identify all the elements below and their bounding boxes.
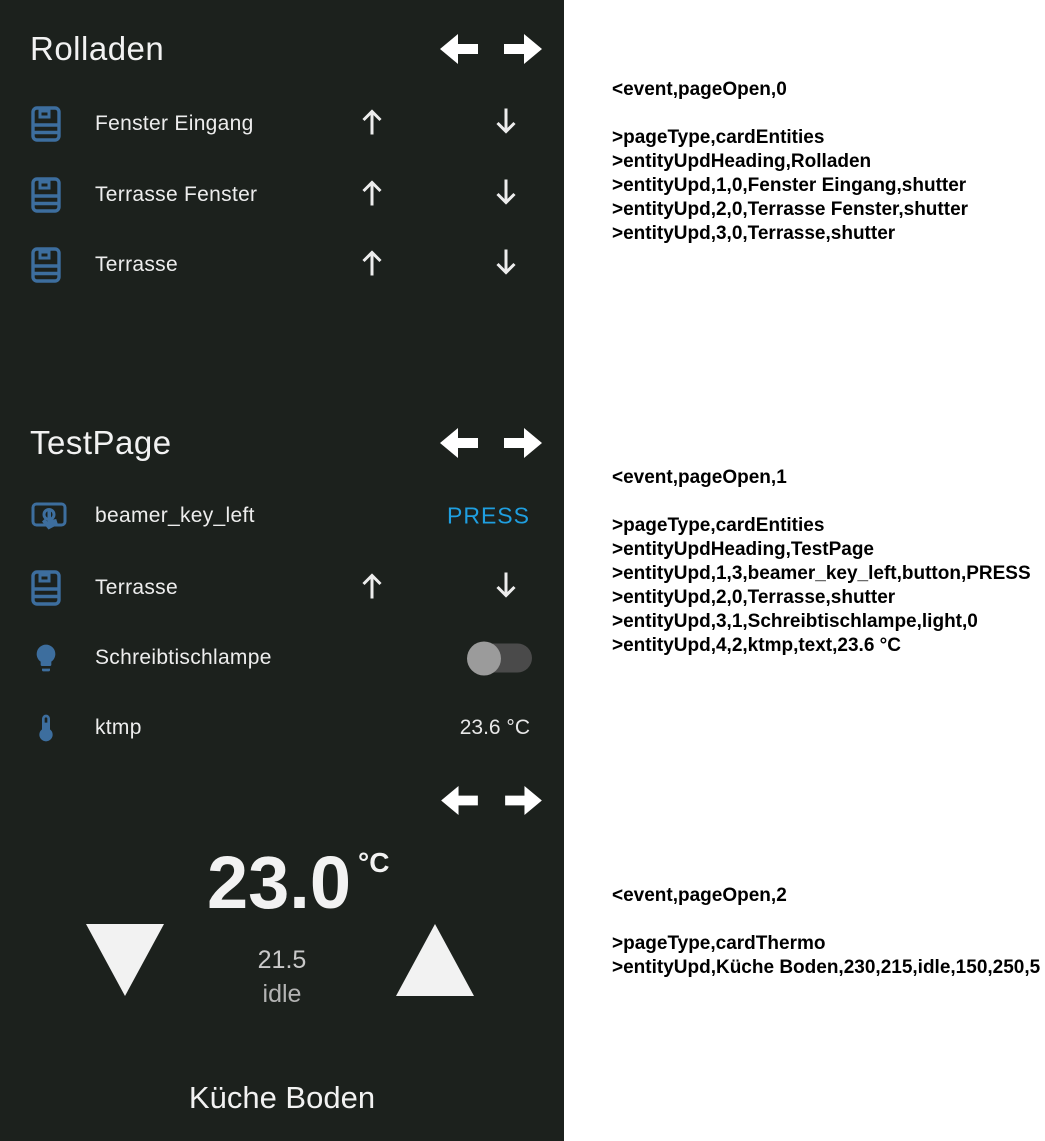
entity-row — [30, 567, 534, 609]
light-toggle[interactable] — [469, 644, 532, 673]
window-shutter-icon — [30, 105, 70, 143]
shutter-down-button[interactable] — [493, 246, 519, 285]
log-gap — [612, 490, 1031, 514]
nav-prev-button[interactable] — [440, 34, 478, 64]
thermometer-icon — [30, 711, 70, 745]
shutter-up-button[interactable] — [359, 105, 385, 144]
log-line: <event,pageOpen,0 — [612, 79, 787, 100]
temp-unit: °C — [358, 847, 390, 878]
target-temperature: 21.5 — [257, 946, 307, 974]
shutter-up-button[interactable] — [359, 246, 385, 285]
hvac-state: idle — [262, 980, 302, 1008]
log-line: >entityUpd,3,1,Schreibtischlampe,light,0 — [612, 611, 978, 632]
arrow-right-icon — [504, 428, 542, 458]
page-title: TestPage — [30, 424, 172, 461]
shutter-up-button[interactable] — [359, 569, 385, 608]
log-line: <event,pageOpen,2 — [612, 885, 787, 906]
log-line: >entityUpd,4,2,ktmp,text,23.6 °C — [612, 635, 901, 656]
log-gap — [612, 102, 968, 126]
log-line: >pageType,cardThermo — [612, 933, 826, 954]
shutter-up-button[interactable] — [359, 176, 385, 215]
log-line: >entityUpdHeading,TestPage — [612, 539, 875, 560]
entity-row — [30, 174, 534, 216]
nav-next-button[interactable] — [504, 428, 542, 458]
entity-row — [30, 495, 534, 537]
press-button[interactable]: PRESS — [447, 502, 530, 529]
entity-label: Terrasse Fenster — [95, 183, 258, 206]
entity-label: Schreibtischlampe — [95, 646, 272, 669]
log-block-page1 — [612, 466, 1031, 658]
window-shutter-icon — [30, 569, 70, 607]
current-temperature — [207, 841, 390, 924]
window-shutter-icon — [30, 176, 70, 214]
entity-label: Terrasse — [95, 576, 178, 599]
arrow-right-icon — [504, 34, 542, 64]
nav-prev-button[interactable] — [440, 428, 478, 458]
nav-next-button[interactable] — [504, 34, 542, 64]
log-line: >pageType,cardEntities — [612, 127, 825, 148]
shutter-down-button[interactable] — [493, 105, 519, 144]
arrow-left-icon — [440, 428, 478, 458]
shutter-down-button[interactable] — [493, 176, 519, 215]
toggle-knob — [467, 641, 501, 675]
log-line: >entityUpd,3,0,Terrasse,shutter — [612, 223, 896, 244]
nav-next-button[interactable] — [505, 786, 543, 816]
gesture-tap-button-icon — [30, 500, 70, 532]
entity-row — [30, 244, 534, 286]
window-shutter-icon — [30, 246, 70, 284]
log-line: >entityUpd,Küche Boden,230,215,idle,150,250,5 — [612, 957, 1041, 978]
log-line: >entityUpd,2,0,Terrasse Fenster,shutter — [612, 199, 969, 220]
log-gap — [612, 908, 1040, 932]
log-line: >pageType,cardEntities — [612, 515, 825, 536]
log-line: >entityUpd,2,0,Terrasse,shutter — [612, 587, 896, 608]
entity-row — [30, 707, 534, 749]
temperature-value: 23.6 °C — [459, 716, 530, 739]
page-title: Rolladen — [30, 30, 165, 67]
log-line: >entityUpd,1,3,beamer_key_left,button,PRESS — [612, 563, 1031, 584]
entity-row — [30, 637, 534, 679]
entity-label: Terrasse — [95, 253, 178, 276]
log-block-page2 — [612, 884, 1040, 980]
entity-label: Fenster Eingang — [95, 112, 254, 135]
lightbulb-icon — [30, 641, 70, 675]
log-line: <event,pageOpen,1 — [612, 467, 787, 488]
arrow-left-icon — [440, 34, 478, 64]
entity-label: ktmp — [95, 716, 142, 739]
thermostat-title: Küche Boden — [188, 1080, 376, 1115]
log-block-page0 — [612, 78, 968, 246]
nav-prev-button[interactable] — [441, 786, 479, 816]
current-temp-value: 23.0 — [207, 841, 352, 924]
shutter-down-button[interactable] — [493, 569, 519, 608]
arrow-right-icon — [505, 786, 543, 815]
entity-row — [30, 103, 534, 145]
log-line: >entityUpdHeading,Rolladen — [612, 151, 872, 172]
arrow-left-icon — [441, 786, 479, 815]
entity-label: beamer_key_left — [95, 504, 255, 527]
log-line: >entityUpd,1,0,Fenster Eingang,shutter — [612, 175, 967, 196]
